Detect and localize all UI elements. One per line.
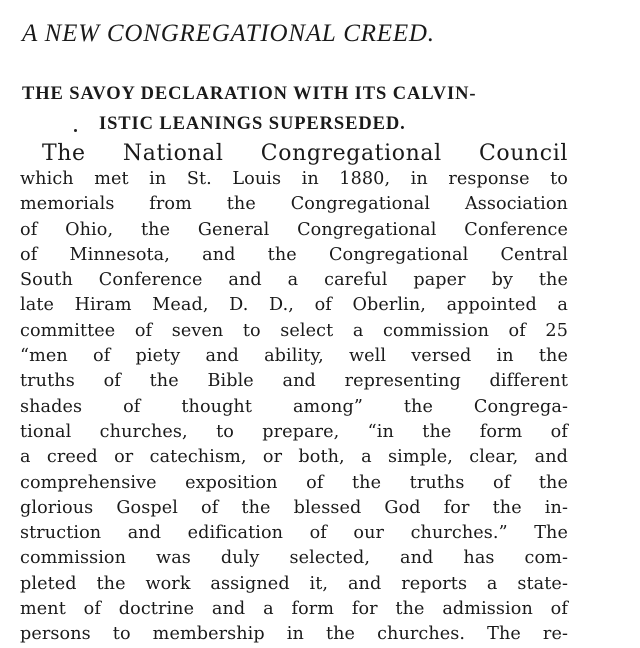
body-line: memorials from the Congregational Association bbox=[20, 194, 568, 215]
body-line: glorious Gospel of the blessed God for the in- bbox=[20, 497, 568, 518]
body-line: which met in St. Louis in 1880, in response to bbox=[20, 169, 568, 189]
body-line: The National Congregational Council bbox=[42, 141, 568, 166]
body-line: struction and edification of our churches.” The bbox=[20, 523, 568, 544]
body-line: South Conference and a careful paper by the bbox=[20, 270, 568, 291]
body-line: of Minnesota, and the Congregational Central bbox=[20, 244, 568, 265]
subheadline-line-2: ISTIC LEANINGS SUPERSEDED. bbox=[99, 114, 406, 134]
body-line: a creed or catechism, or both, a simple, clear, and bbox=[20, 447, 568, 468]
article-headline: A NEW CONGREGATIONAL CREED. bbox=[22, 20, 435, 47]
print-speck bbox=[74, 129, 77, 132]
body-line: tional churches, to prepare, “in the form of bbox=[20, 421, 568, 442]
body-line: commission was duly selected, and has com- bbox=[20, 548, 568, 569]
body-line: of Ohio, the General Congregational Conference bbox=[20, 219, 568, 240]
body-line: committee of seven to select a commission of 25 bbox=[20, 320, 568, 341]
body-line: shades of thought among” the Congrega- bbox=[20, 396, 568, 417]
body-line: persons to membership in the churches. The re- bbox=[20, 624, 568, 645]
body-line: late Hiram Mead, D. D., of Oberlin, appointed a bbox=[20, 295, 568, 316]
body-line: truths of the Bible and representing different bbox=[20, 371, 568, 392]
body-line: pleted the work assigned it, and reports a state- bbox=[20, 573, 568, 594]
article-body bbox=[20, 138, 568, 648]
body-line: ment of doctrine and a form for the admission of bbox=[20, 599, 568, 620]
subheadline-line-1: THE SAVOY DECLARATION WITH ITS CALVIN- bbox=[22, 84, 477, 104]
body-line: “men of piety and ability, well versed in the bbox=[20, 346, 568, 367]
body-line: comprehensive exposition of the truths of the bbox=[20, 472, 568, 493]
